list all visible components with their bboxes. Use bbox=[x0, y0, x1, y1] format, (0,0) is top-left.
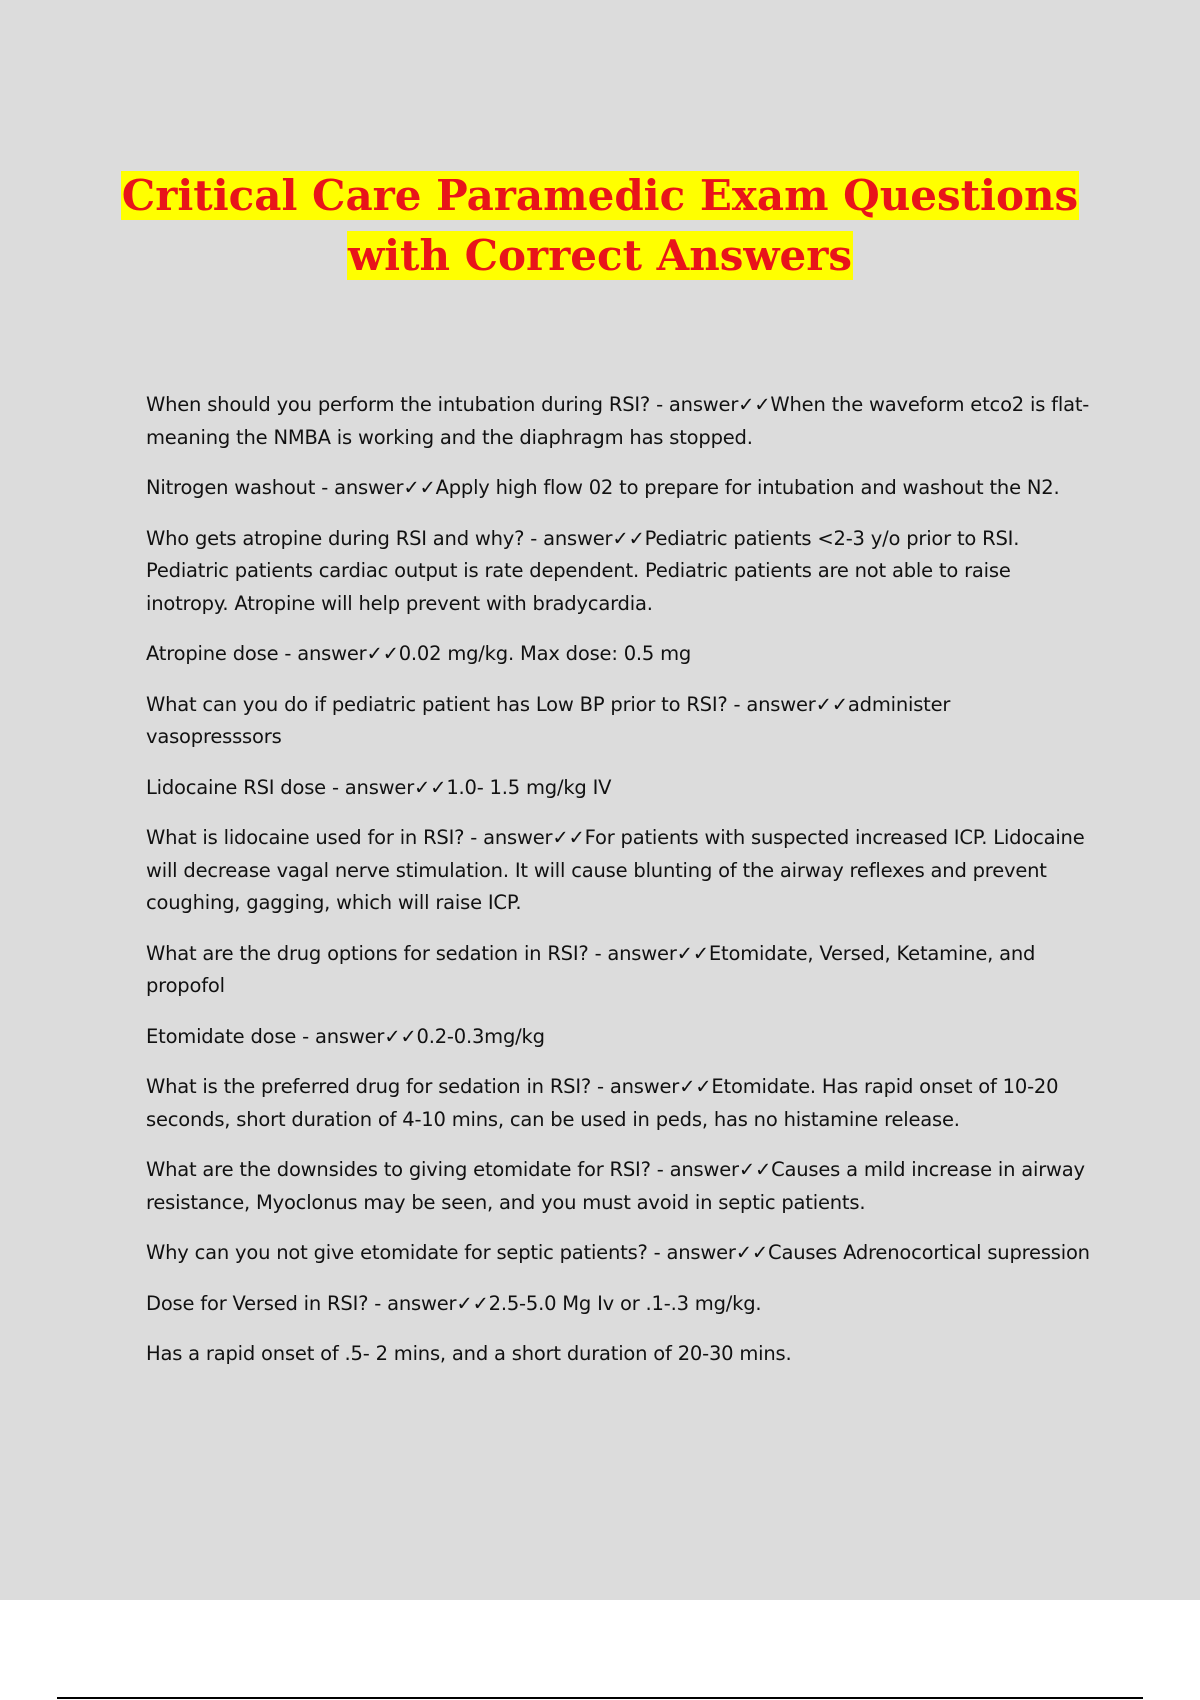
qa-item-5: What can you do if pediatric patient has Low BP prior to RSI? - answer✓✓administer vasopresssors bbox=[146, 692, 951, 748]
qa-item-2: Nitrogen washout - answer✓✓Apply high flow 02 to prepare for intubation and washout the N2. bbox=[146, 476, 1060, 499]
qa-item-7: What is lidocaine used for in RSI? - answer✓✓For patients with suspected increased ICP. Lidocaine will decrease vagal nerve stimulation. It will cause blunting of the airway reflexes and prevent coughing, gagging, which will raise ICP. bbox=[146, 826, 1085, 914]
qa-item-3: Who gets atropine during RSI and why? - answer✓✓Pediatric patients <2-3 y/o prior to RSI. Pediatric patients cardiac output is rate dependent. Pediatric patients are not able to raise inotropy. Atropine will help prevent with bradycardia. bbox=[146, 526, 1020, 615]
qa-item-6: Lidocaine RSI dose - answer✓✓1.0- 1.5 mg/kg IV bbox=[146, 775, 612, 799]
document-title bbox=[0, 166, 1200, 286]
question-answer-list bbox=[146, 389, 1091, 1371]
title-line-1: Critical Care Paramedic Exam Questions bbox=[121, 171, 1079, 220]
qa-item-8: What are the drug options for sedation in RSI? - answer✓✓Etomidate, Versed, Ketamine, and propofol bbox=[146, 941, 1036, 997]
qa-item-12: Why can you not give etomidate for septic patients? - answer✓✓Causes Adrenocortical supression bbox=[146, 1241, 1090, 1264]
title-line-2: with Correct Answers bbox=[347, 231, 853, 280]
footer-divider bbox=[57, 1697, 1143, 1699]
qa-item-11: What are the downsides to giving etomidate for RSI? - answer✓✓Causes a mild increase in airway resistance, Myoclonus may be seen, and you must avoid in septic patients. bbox=[146, 1158, 1085, 1214]
qa-item-1: When should you perform the intubation during RSI? - answer✓✓When the waveform etco2 is flat- meaning the NMBA is working and the diaphragm has stopped. bbox=[146, 393, 1090, 449]
qa-item-10: What is the preferred drug for sedation in RSI? - answer✓✓Etomidate. Has rapid onset of 10-20 seconds, short duration of 4-10 mins, can be used in peds, has no histamine release. bbox=[146, 1075, 1059, 1131]
qa-item-14: Has a rapid onset of .5- 2 mins, and a short duration of 20-30 mins. bbox=[146, 1342, 792, 1365]
qa-item-13: Dose for Versed in RSI? - answer✓✓2.5-5.0 Mg Iv or .1-.3 mg/kg. bbox=[146, 1291, 762, 1315]
qa-item-4: Atropine dose - answer✓✓0.02 mg/kg. Max dose: 0.5 mg bbox=[146, 642, 692, 665]
qa-item-9: Etomidate dose - answer✓✓0.2-0.3mg/kg bbox=[146, 1024, 545, 1048]
